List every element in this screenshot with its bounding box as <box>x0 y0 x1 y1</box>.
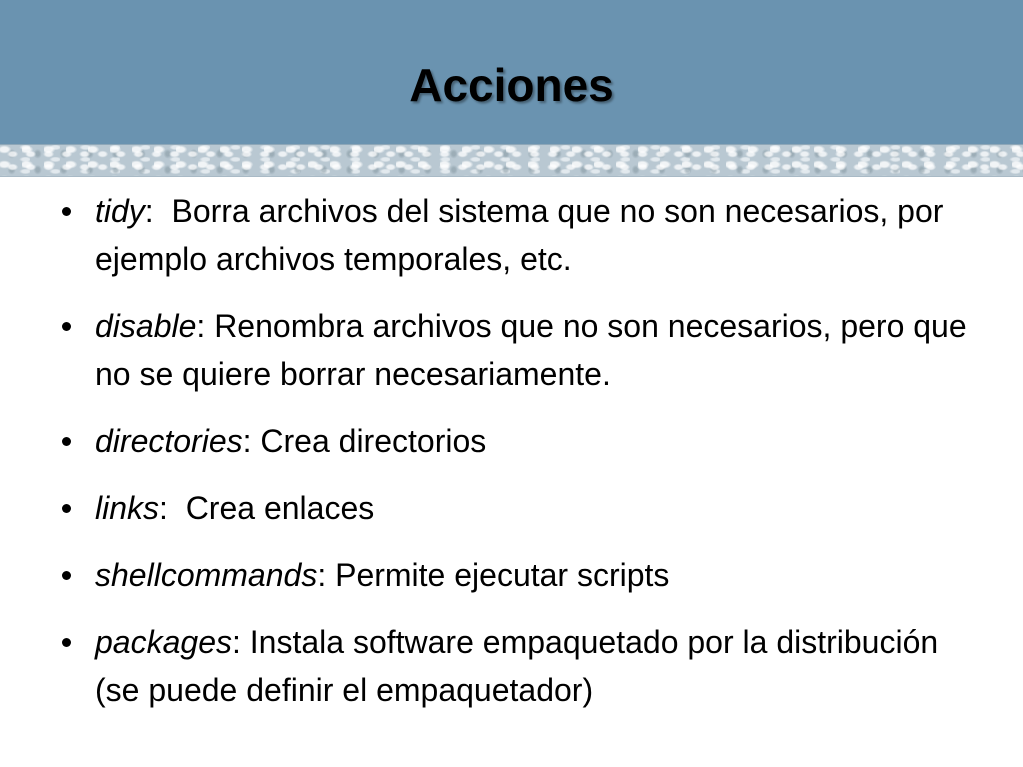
bullet-item-packages <box>58 618 978 714</box>
bullet-description: Instala software empaquetado por la distribución (se puede definir el empaquetador) <box>95 624 939 708</box>
bullet-dot-icon <box>62 571 71 580</box>
bullet-description: Permite ejecutar scripts <box>335 557 670 593</box>
bullet-separator: : <box>196 308 215 344</box>
bullet-term: disable <box>95 308 197 344</box>
bullet-term: links <box>95 490 160 526</box>
bullet-description: Crea directorios <box>260 423 487 459</box>
bullet-separator: : <box>159 490 186 526</box>
bullet-separator: : <box>231 624 250 660</box>
bullet-description: Borra archivos del sistema que no son necesarios, por ejemplo archivos temporales, etc. <box>95 193 944 277</box>
bullet-dot-icon <box>62 207 71 216</box>
bullet-term: shellcommands <box>95 557 318 593</box>
bullet-term: directories <box>95 423 243 459</box>
slide-title: Acciones <box>409 59 614 111</box>
bullet-dot-icon <box>62 504 71 513</box>
bullet-dot-icon <box>62 322 71 331</box>
bullet-item-directories <box>58 417 978 465</box>
slide-content <box>58 187 978 733</box>
bullet-term: packages <box>95 624 232 660</box>
bullet-description: Crea enlaces <box>185 490 375 526</box>
bullet-item-shellcommands <box>58 551 978 599</box>
bullet-item-tidy <box>58 187 978 283</box>
bullet-item-disable <box>58 302 978 398</box>
bullet-description: Renombra archivos que no son necesarios, pero que no se quiere borrar necesariamente. <box>95 308 967 392</box>
decorative-texture-band <box>0 144 1023 177</box>
bullet-separator: : <box>242 423 261 459</box>
bullet-separator: : <box>144 193 172 229</box>
bullet-dot-icon <box>62 638 71 647</box>
bullet-separator: : <box>317 557 336 593</box>
bullet-list <box>58 187 978 714</box>
bullet-term: tidy <box>95 193 145 229</box>
bullet-dot-icon <box>62 437 71 446</box>
bullet-item-links <box>58 484 978 532</box>
